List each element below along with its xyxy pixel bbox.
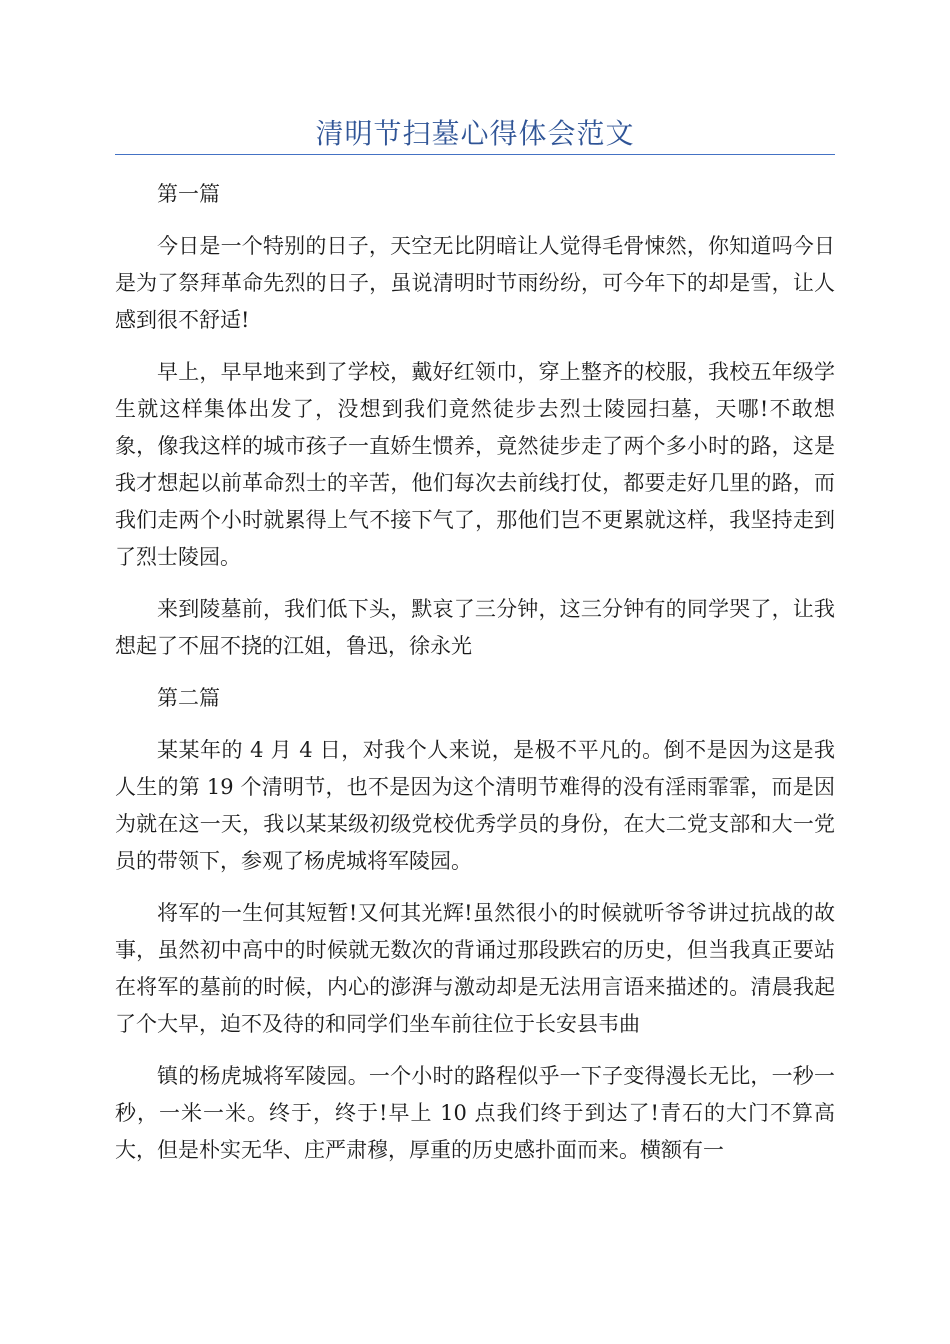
paragraph: 将军的一生何其短暂!又何其光辉!虽然很小的时候就听爷爷讲过抗战的故事，虽然初中高中的时候就无数次的背诵过那段跌宕的历史，但当我真正要站在将军的墓前的时候，内心的澎湃与激动却是无法用言语来描述的。清晨我起了个大早，迫不及待的和同学们坐车前往位于长安县韦曲 (115, 901, 835, 1036)
paragraph: 早上，早早地来到了学校，戴好红领巾，穿上整齐的校服，我校五年级学生就这样集体出发了，没想到我们竟然徒步去烈士陵园扫墓，天哪!不敢想象，像我这样的城市孩子一直娇生惯养，竟然徒步走了两个多小时的路，这是我才想起以前革命烈士的辛苦，他们每次去前线打仗，都要走好几里的路，而我们走两个小时就累得上气不接下气了，那他们岂不更累就这样，我坚持走到了烈士陵园。 (115, 360, 835, 569)
section-heading-first: 第一篇 (157, 182, 220, 206)
title-underline-divider (115, 154, 835, 155)
paragraph: 镇的杨虎城将军陵园。一个小时的路程似乎一下子变得漫长无比，一秒一秒，一米一米。终于，终于!早上 10 点我们终于到达了!青石的大门不算高大，但是朴实无华、庄严肃穆，厚重的历史感扑面而来。横额有一 (115, 1064, 835, 1162)
paragraph: 来到陵墓前，我们低下头，默哀了三分钟，这三分钟有的同学哭了，让我想起了不屈不挠的江姐，鲁迅，徐永光 (115, 597, 835, 658)
paragraph: 某某年的 4 月 4 日，对我个人来说，是极不平凡的。倒不是因为这是我人生的第 19 个清明节，也不是因为这个清明节难得的没有淫雨霏霏，而是因为就在这一天，我以某某级初级党校优秀学员的身份，在大二党支部和大一党员的带领下，参观了杨虎城将军陵园。 (115, 738, 835, 873)
paragraph: 今日是一个特别的日子，天空无比阴暗让人觉得毛骨悚然，你知道吗今日是为了祭拜革命先烈的日子，虽说清明时节雨纷纷，可今年下的却是雪，让人感到很不舒适! (115, 234, 835, 332)
section-heading-second: 第二篇 (157, 686, 220, 710)
document-title: 清明节扫墓心得体会范文 (315, 117, 635, 150)
document-body (115, 176, 835, 1184)
